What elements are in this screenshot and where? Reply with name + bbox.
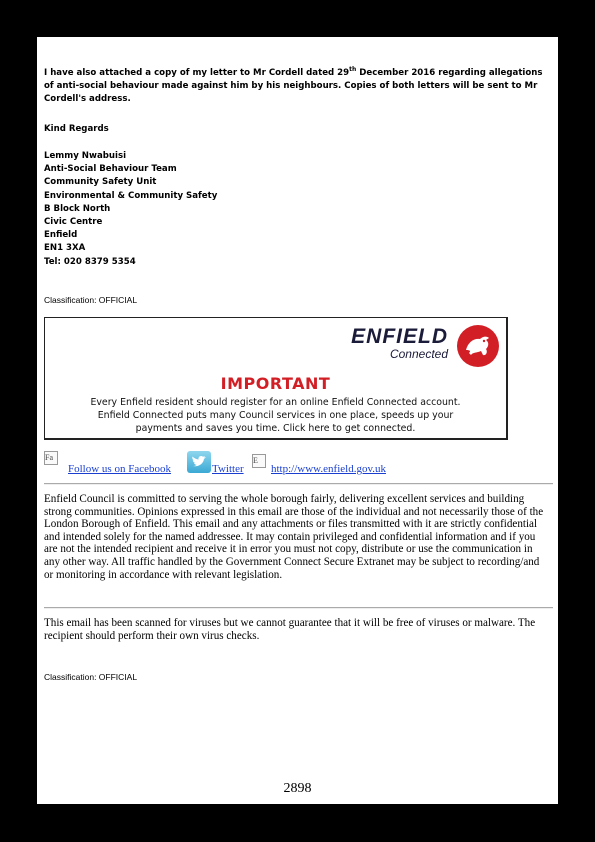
enfield-dragon-icon bbox=[456, 324, 500, 368]
divider bbox=[44, 483, 553, 485]
logo-subword: Connected bbox=[389, 347, 448, 361]
social-links-row bbox=[44, 451, 554, 475]
facebook-link[interactable]: Follow us on Facebook bbox=[68, 463, 171, 475]
ordinal-suffix: th bbox=[349, 66, 357, 74]
classification-label-bottom: Classification: OFFICIAL bbox=[44, 672, 138, 682]
enfield-connected-banner[interactable] bbox=[44, 317, 508, 440]
closing-text: Kind Regards bbox=[44, 124, 109, 134]
signature-team: Anti-Social Behaviour Team bbox=[44, 164, 177, 175]
signature-unit: Community Safety Unit bbox=[44, 177, 157, 188]
signature-block-name: B Block North bbox=[44, 203, 111, 214]
signature-block bbox=[44, 150, 344, 269]
twitter-icon[interactable] bbox=[187, 451, 211, 473]
divider bbox=[44, 607, 553, 609]
page-number: 2898 bbox=[283, 781, 312, 796]
banner-line-2: Enfield Connected puts many Council services in one place, speeds up your bbox=[97, 410, 454, 421]
virus-notice-text: This email has been scanned for viruses but we cannot guarantee that it will be free of viruses or malware. The recipient should perform their own virus checks. bbox=[44, 617, 536, 642]
twitter-link[interactable]: Twitter bbox=[212, 463, 244, 475]
logo-word: ENFIELD bbox=[351, 325, 448, 348]
banner-heading: IMPORTANT bbox=[220, 374, 331, 393]
banner-line-1: Every Enfield resident should register for an online Enfield Connected account. bbox=[90, 397, 461, 408]
website-icon[interactable]: E bbox=[252, 454, 266, 468]
signature-tel: Tel: 020 8379 5354 bbox=[44, 256, 136, 267]
facebook-icon[interactable]: Fa bbox=[44, 451, 58, 465]
signature-building: Civic Centre bbox=[44, 217, 103, 228]
website-link[interactable]: http://www.enfield.gov.uk bbox=[271, 463, 386, 475]
document-page bbox=[37, 37, 558, 804]
classification-label: Classification: OFFICIAL bbox=[44, 295, 138, 305]
enfield-connected-logo bbox=[351, 326, 448, 360]
signature-town: Enfield bbox=[44, 230, 78, 241]
letter-paragraph: I have also attached a copy of my letter to Mr Cordell dated 29th December 2016 regarding allegations of anti-social behaviour made against him by his neighbours. Copies of both letters will be sent to Mr Cordell's address. bbox=[44, 66, 543, 105]
banner-message bbox=[45, 396, 506, 435]
disclaimer-text: Enfield Council is committed to serving the whole borough fairly, delivering excellent services and building strong communities. Opinions expressed in this email are those of the individual and not necessarily those of the London Borough of Enfield. This email and any attachments or files transmitted with it are strictly confidential and intended solely for the named addressee. It may contain privileged and confidential information and if you are not the intended recipient and receive it in error you must not copy, distribute or use the communication in any other way. All traffic handled by the Government Connect Secure Extranet may be subject to recording/and or monitoring in accordance with relevant legislation. bbox=[44, 493, 544, 581]
signature-postcode: EN1 3XA bbox=[44, 243, 86, 254]
signature-department: Environmental & Community Safety bbox=[44, 190, 218, 201]
banner-line-3: payments and saves you time. Click here to get connected. bbox=[135, 423, 416, 434]
signature-name: Lemmy Nwabuisi bbox=[44, 151, 127, 161]
